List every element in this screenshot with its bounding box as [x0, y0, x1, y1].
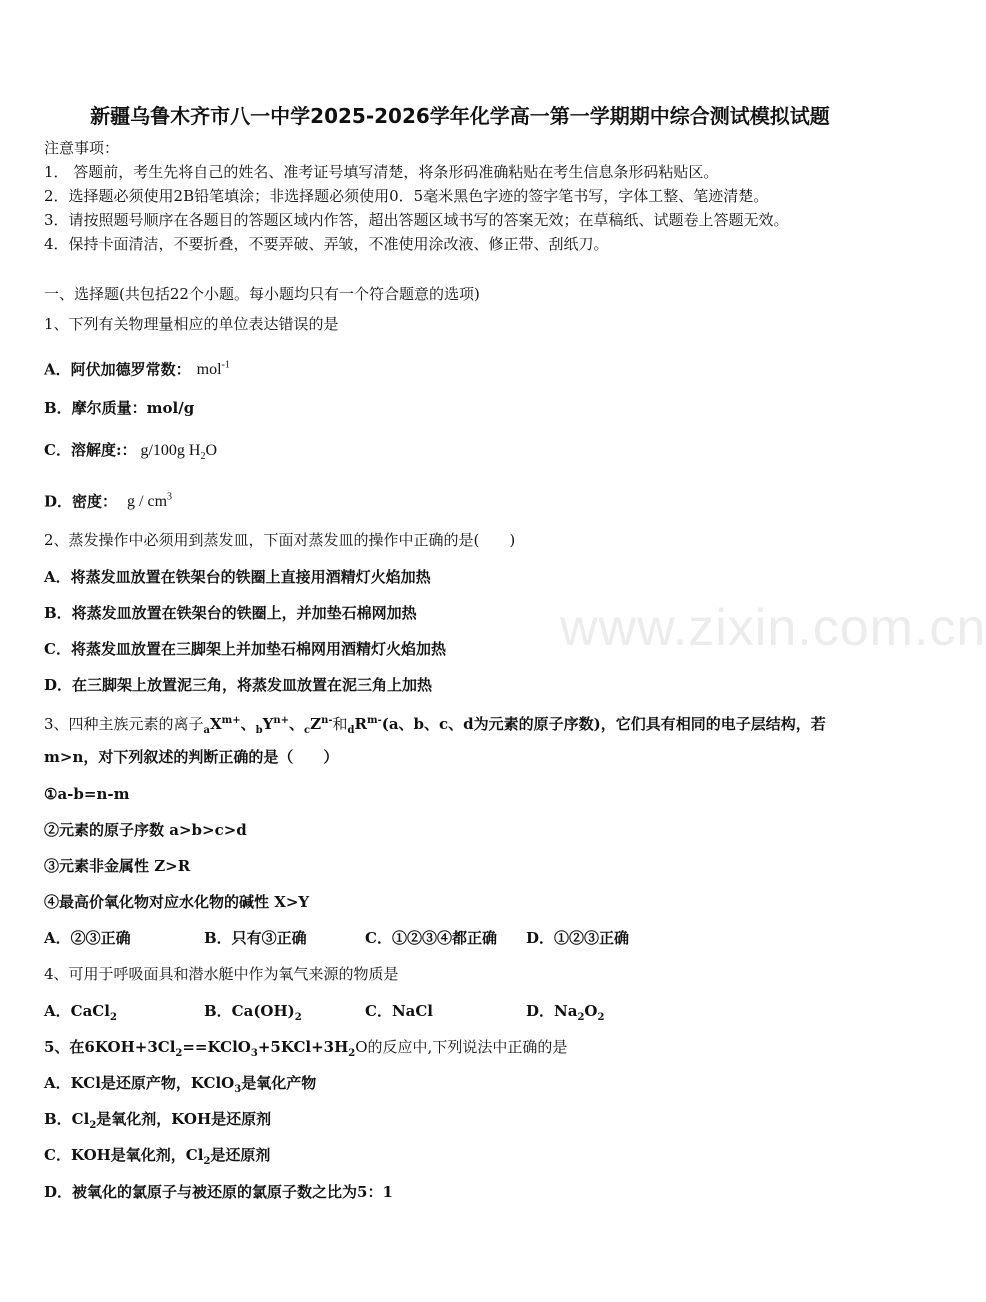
q5-option-d: D．被氧化的氯原子与被还原的氯原子数之比为5：1	[44, 1183, 393, 1201]
q3-stem-continued: m>n，对下列叙述的判断正确的是（ ）	[44, 748, 339, 766]
q3-option-c: C．①②③④都正确	[365, 929, 497, 947]
q1-stem: 1、下列有关物理量相应的单位表达错误的是	[44, 315, 339, 333]
q5-stem: 5、在$6KOH+3Cl_2==KClO_3+5KCl+3H_2O$的反应中,下列说法中正确的是	[44, 1038, 568, 1059]
note-4: 4．保持卡面清洁，不要折叠，不要弄破、弄皱，不准使用涂改液、修正带、刮纸刀。	[44, 235, 609, 253]
q3-statement-1: ①a-b=n-m	[44, 785, 130, 803]
q2-option-a: A．将蒸发皿放置在铁架台的铁圈上直接用酒精灯火焰加热	[44, 568, 431, 586]
note-3: 3．请按照题号顺序在各题目的答题区域内作答，超出答题区域书写的答案无效；在草稿纸、试题卷上答题无效。	[44, 211, 789, 229]
q3-option-d: D．①②③正确	[526, 929, 630, 947]
watermark: www.zixin.com.cn	[560, 599, 986, 657]
q3-options	[44, 928, 864, 948]
q2-option-c: C．将蒸发皿放置在三脚架上并加垫石棉网用酒精灯火焰加热	[44, 640, 446, 658]
q4-option-d: D．$Na_2O_2$	[526, 1002, 605, 1023]
notes-header: 注意事项：	[44, 139, 120, 157]
q5-option-c: C．KOH是氧化剂，$Cl_2$是还原剂	[44, 1146, 271, 1167]
q5-option-b: B．$Cl_2$是氧化剂，KOH是还原剂	[44, 1110, 272, 1131]
page-title: 新疆乌鲁木齐市八一中学2025-2026学年化学高一第一学期期中综合测试模拟试题	[90, 104, 830, 128]
q2-stem: 2、蒸发操作中必须用到蒸发皿，下面对蒸发皿的操作中正确的是( )	[44, 531, 516, 549]
q4-option-b: B．$Ca(OH)_2$	[204, 1002, 302, 1023]
q3-option-b: B．只有③正确	[204, 929, 307, 947]
q2-option-d: D．在三脚架上放置泥三角，将蒸发皿放置在泥三角上加热	[44, 676, 433, 694]
q3-statement-3: ③元素非金属性 Z>R	[44, 857, 191, 875]
q4-stem: 4、可用于呼吸面具和潜水艇中作为氧气来源的物质是	[44, 965, 399, 983]
q3-stem: 3、四种主族元素的离子$_aX^{m+}$、$_bY^{n+}$、$_cZ^{n-}$和$_dR^{m-}(a$、b、c、d为元素的原子序数)，它们具有相同的电子层结构，若	[44, 715, 826, 736]
q4-option-c: C．NaCl	[365, 1002, 434, 1020]
note-1: 1． 答题前，考生先将自己的姓名、准考证号填写清楚，将条形码准确粘贴在考生信息条形码粘贴区。	[44, 163, 719, 181]
q1-option-c: C．溶解度:： g/100g $H_2O$	[44, 441, 218, 463]
q3-option-a: A．②③正确	[44, 929, 131, 947]
q3-statement-2: ②元素的原子序数 a>b>c>d	[44, 821, 247, 839]
q1-option-d: D．密度： g / $cm^3$	[44, 492, 173, 511]
q3-statement-4: ④最高价氧化物对应水化物的碱性 X>Y	[44, 893, 310, 911]
q4-option-a: A．CaCl$_2$	[44, 1002, 117, 1023]
section-heading: 一、选择题(共包括22个小题。每小题均只有一个符合题意的选项)	[44, 285, 480, 303]
q5-option-a: A．KCl是还原产物，KClO$_3$是氧化产物	[44, 1074, 317, 1095]
q2-option-b: B．将蒸发皿放置在铁架台的铁圈上，并加垫石棉网加热	[44, 604, 417, 622]
q4-options	[44, 1001, 864, 1028]
note-2: 2．选择题必须使用2B铅笔填涂；非选择题必须使用0．5毫米黑色字迹的签字笔书写，字体工整、笔迹清楚。	[44, 187, 769, 205]
q1-option-a: A．阿伏加德罗常数： mol$^{-1}$	[44, 360, 230, 379]
q1-option-b: B．摩尔质量：mol/g	[44, 399, 195, 417]
